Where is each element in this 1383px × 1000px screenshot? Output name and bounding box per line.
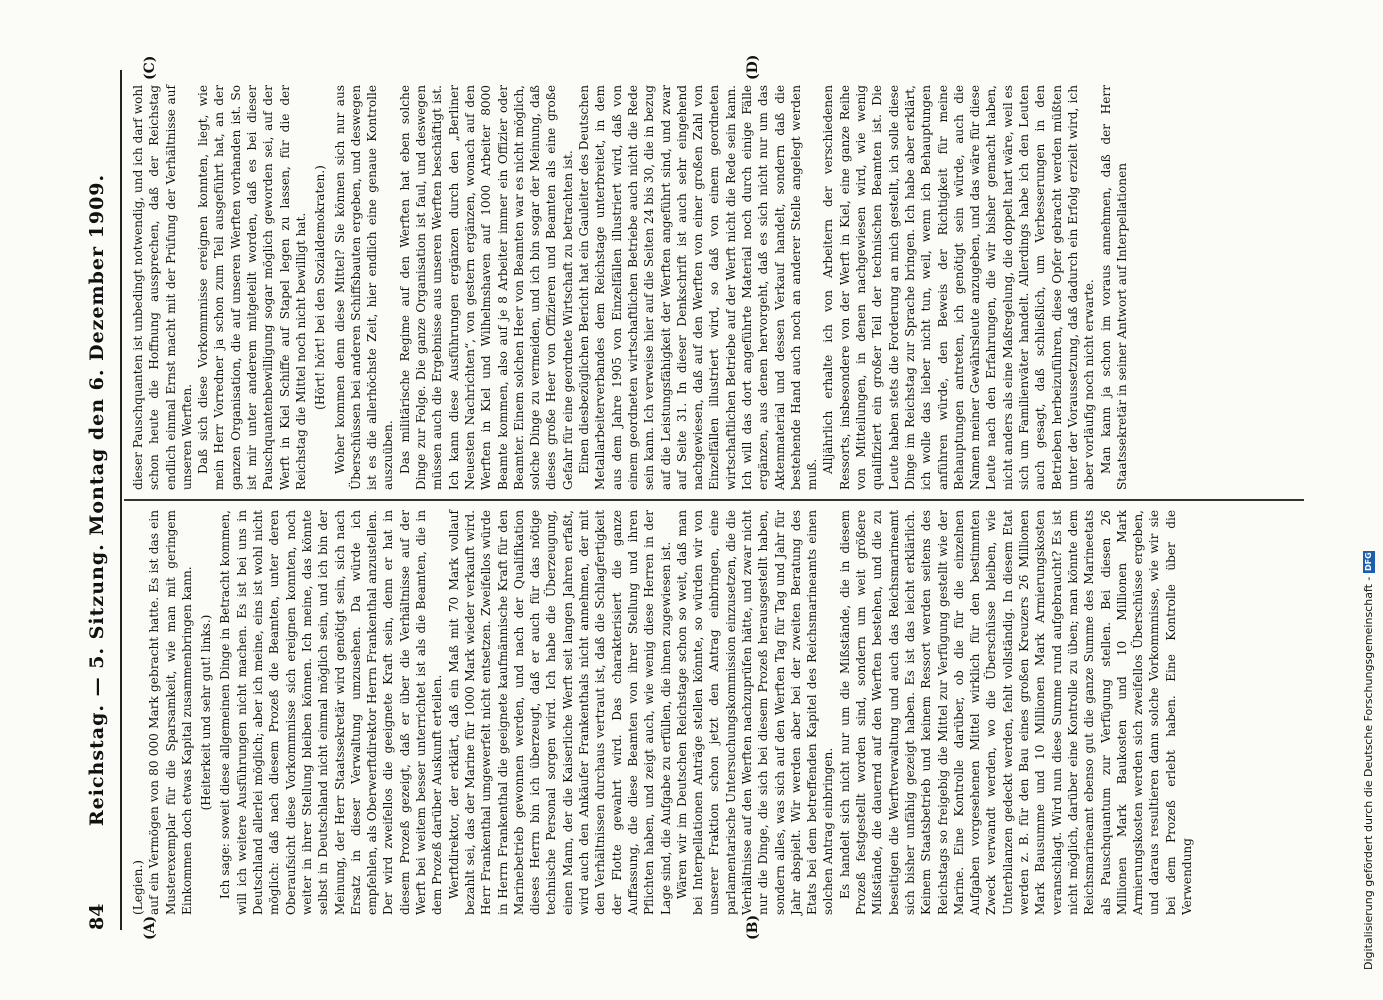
left-column-paragraph: Ich sage: soweit diese allgemeinen Dinge in Betracht kommen, will ich weitere Ausführungen nicht machen. Es ist bei uns in Deutschland allerlei möglich; aber ich meine, eins ist wohl nicht möglich: daß nach diesem Prozeß die Beamten, unter deren Oberaufsicht diese Vorkommnisse sich ereignen konnten, noch weiter in ihrer Stellung bleiben können. Ich meine, das könnte selbst in Deutschland nicht einmal möglich sein, und ich bin der Meinung, der Herr Staatssekretär wird genötigt sein, sich nach Ersatz in dieser Verwaltung umzusehen. Da würde ich empfehlen, als Oberwerftdirektor Herrn Frankenthal anzustellen. Der wird zweifellos die geeignete Kraft sein, denn er hat in diesem Prozeß gezeigt, daß er über die Verhältnisse auf der Werft bei weitem besser unterrichtet ist als die Beamten, die in dem Prozeß darüber Auskunft erteilen. bbox=[218, 510, 445, 915]
right-column bbox=[130, 85, 1130, 490]
right-column-paragraph: Woher kommen denn diese Mittel? Sie können sich nur aus Überschüssen bei anderen Schiffsbauten ergeben, und deswegen ist es die allerhöchste Zeit, hier endlich eine genaue Kontrolle auszuüben. bbox=[332, 85, 396, 490]
left-column-paragraph: Werftdirektor, der erklärt, daß ein Maß mit 70 Mark vollauf bezahlt sei, das der Marine für 1000 Mark wieder verkauft wird. Herr Frankenthal umgewerfelt nicht entsetzen. Zweifellos würde in Herrn Frankenthal die geeignete kaufmännische Kraft für den Marinebetrieb gewonnen werden, und nach der Qualifikation dieses Herrn bin ich überzeugt, daß er auch für das nötige technische Personal sorgen wird. Ich habe die Überzeugung, einen Mann, der die Kaiserliche Werft seit langen Jahren erfaßt, wird auch den Ankäufer Frankenthals nicht annehmen, der mit den Verhältnissen durchaus vertraut ist, daß die Schlagfertigkeit der Flotte gewahrt wird. Das charakterisiert die ganze Auffassung, die diese Beamten von ihrer Stellung und ihren Pflichten haben, und zeigt auch, wie wenig diese Herren in der Lage sind, die Aufgabe zu erfüllen, die ihnen zugewiesen ist. bbox=[446, 510, 673, 915]
right-column-paragraph: Einen diesbezüglichen Bericht hat ein Gauleiter des Deutschen Metallarbeiterverbandes dem Reichstage unterbreitet, in dem aus dem Jahre 1905 von Einzelfällen illustriert wird, daß von einem geordneten wirtschaftlichen Betriebe auch nicht die Rede sein kann. Ich verweise hier auf die Seiten 24 bis 30, die in bezug auf die Leistungsfähigkeit der Werften angeführt sind, und zwar auf Seite 31. In dieser Denkschrift ist auch sehr eingehend nachgewiesen, daß auf den Werften von einer großen Zahl von Einzelfällen illustriert wird, so daß von einem geordneten wirtschaftlichen Betriebe auf der Werft nicht die Rede sein kann. Ich will das dort angeführte Material noch durch einige Fälle ergänzen, aus denen hervorgeht, daß es sich nicht nur um das Aktenmaterial und dessen Verkauf handelt, sondern daß die bestehende Hand auch noch an anderer Stelle angelegt werden muß. bbox=[577, 85, 820, 490]
left-column-paragraph: Wären wir im Deutschen Reichstage schon so weit, daß man bei Interpellationen Anträge stellen könnte, so würden wir von unserer Fraktion schon jetzt den Antrag einbringen, eine parlamentarische Untersuchungskommission einzusetzen, die die Verhältnisse auf den Werften nachzuprüfen hätte, und zwar nicht nur die Dinge, die sich bei diesem Prozeß herausgestellt haben, sondern alles, was sich auf den Werften Tag für Tag und Jahr für Jahr abspielt. Wir werden aber bei der zweiten Beratung des Etats bei dem betreffenden Kapitel des Reichsmarineamts einen solchen Antrag einbringen. bbox=[674, 510, 836, 915]
right-column-paragraph: Man kann ja schon im voraus annehmen, daß der Herr Staatssekretär in seiner Antwort auf Interpellationen bbox=[1098, 85, 1129, 490]
dfg-logo: DFG bbox=[1364, 552, 1373, 571]
page-number: 84 bbox=[86, 903, 108, 930]
right-column-paragraph: Das militärische Regime auf den Werften hat eben solche Dinge zur Folge. Die ganze Organisation ist faul, und deswegen müssen auch die Ergebnisse aus unseren Werften beschäftigt ist. Ich kann diese Ausführungen ergänzen durch den „Berliner Neuesten Nachrichten“, von gestern ergänzen, wonach auf den Werften in Kiel und Wilhelmshaven auf 1000 Arbeiter 8000 Beamte kommen, also auf je 8 Arbeiter immer ein Offizier oder Beamter. Einem solchen Heer von Beamten war es nicht möglich, solche Dinge zu vermeiden, und ich bin sogar der Meinung, daß dieses große Heer von Offizieren und Beamten als eine große Gefahr für eine geordnete Wirtschaft zu betrachten ist. bbox=[397, 85, 575, 490]
left-column-paragraph: Es handelt sich nicht nur um die Mißstände, die in diesem Prozeß festgestellt worden sind, sondern um weit größere Mißstände, die dauernd auf den Werften bestehen, und die zu beseitigen die Werftverwaltung und auch das Reichsmarineamt sich bisher unfähig gezeigt haben. Es ist das leicht erklärlich. Keinem Staatsbetrieb und keinem Ressort werden seitens des Reichstags so freigebig die Mittel zur Verfügung gestellt wie der Marine. Eine Kontrolle darüber, ob die für die einzelnen Aufgaben vorgesehenen Mittel wirklich für den bestimmten Zweck verwandt werden, wo die Überschüsse bleiben, wie Unterbilanzen gedeckt werden, fehlt vollständig. In diesem Etat werden z. B. für den Bau eines großen Kreuzers 26 Millionen Mark Bausumme und 10 Millionen Mark Armierungskosten veranschlagt. Wird nun diese Summe rund aufgebraucht? Es ist nicht möglich, darüber eine Kontrolle zu üben; man könnte dem Reichsmarineamt ebenso gut die ganze Summe des Marineetats als Pauschquantum zur Verfügung stellen. Bei diesen 26 Millionen Mark Baukosten und 10 Millionen Mark Armierungskosten werden sich zweifellos Überschüsse ergeben, und daraus resultieren dann solche Vorkommnisse, wie wir sie bei dem Prozeß erlebt haben. Eine Kontrolle über die Verwendung bbox=[837, 510, 1194, 915]
margin-marker-d: (D) bbox=[745, 54, 761, 80]
page-title: Reichstag. — 5. Sitzung. Montag den 6. Dezember 1909. bbox=[86, 173, 108, 827]
page-header bbox=[82, 70, 114, 930]
margin-marker-a: (A) bbox=[142, 915, 158, 940]
column-divider bbox=[124, 499, 1304, 501]
right-column-paragraph: Daß sich diese Vorkommnisse ereignen konnten, liegt, wie mein Herr Vorredner ja schon zum Teil ausgeführt hat, an der ganzen Organisation, die auf unseren Werften vorhanden ist. So ist mir unter anderem mitgeteilt worden, daß es bei dieser Pauschquantenbewilligung sogar möglich geworden sei, auf der Werft in Kiel Schiffe auf Stapel legen zu lassen, für die der Reichstag die Mittel noch nicht bewilligt hat. bbox=[196, 85, 308, 490]
digitization-credit bbox=[1362, 30, 1375, 970]
margin-marker-b: (B) bbox=[745, 914, 761, 940]
left-column-paragraph: (Heiterkeit und sehr gut! links.) bbox=[199, 614, 214, 811]
margin-marker-c: (C) bbox=[142, 55, 158, 80]
credit-text: Digitalisierung gefördert durch die Deutsche Forschungsgemeinschaft - bbox=[1362, 576, 1375, 970]
left-column-paragraph: (Legien.) bbox=[131, 859, 145, 915]
left-column bbox=[130, 510, 1195, 915]
left-column-paragraph: auf ein Vermögen von 80 000 Mark gebracht hatte. Es ist das ein Musterexemplar für die Sparsamkeit, wie man mit geringem Einkommen doch etwas Kapital zusammenbringen kann. bbox=[147, 510, 194, 915]
right-column-paragraph: (Hört! hört! bei den Sozialdemokraten.) bbox=[313, 165, 328, 410]
right-column-paragraph: Alljährlich erhalte ich von Arbeitern der verschiedenen Ressorts, insbesondere von der Werft in Kiel, eine ganze Reihe von Mitteilungen, in denen nachgewiesen wird, wie wenig qualifiziert ein großer Teil der technischen Beamten ist. Die Leute haben stets die Forderung an mich gestellt, ich solle diese Dinge im Reichstag zur Sprache bringen. Ich habe aber erklärt, ich wolle das lieber nicht tun, weil, wenn ich Behauptungen anführen würde, den Beweis der Richtigkeit für meine Behauptungen antreten, ich genötigt sein würde, auch die Namen meiner Gewährsleute anzugeben, und das wäre für diese Leute nach den Erfahrungen, die wir bisher gemacht haben, nicht anders als eine Maßregelung, die doppelt hart wäre, weil es sich um Familienväter handelt. Allerdings habe ich den Leuten auch gesagt, daß schließlich, um Verbesserungen in den Betrieben herbeizuführen, diese Opfer gebracht werden müßten unter der Voraussetzung, daß dadurch ein Erfolg erzielt wird, ich aber vorläufig noch nicht erwarte. bbox=[821, 85, 1097, 490]
header-rule bbox=[120, 70, 122, 930]
right-column-paragraph: dieser Pauschquanten ist unbedingt notwendig, und ich darf wohl schon heute die Hoffnung aussprechen, daß der Reichstag endlich einmal Ernst macht mit der Prüfung der Verhältnisse auf unseren Werften. bbox=[131, 85, 194, 490]
